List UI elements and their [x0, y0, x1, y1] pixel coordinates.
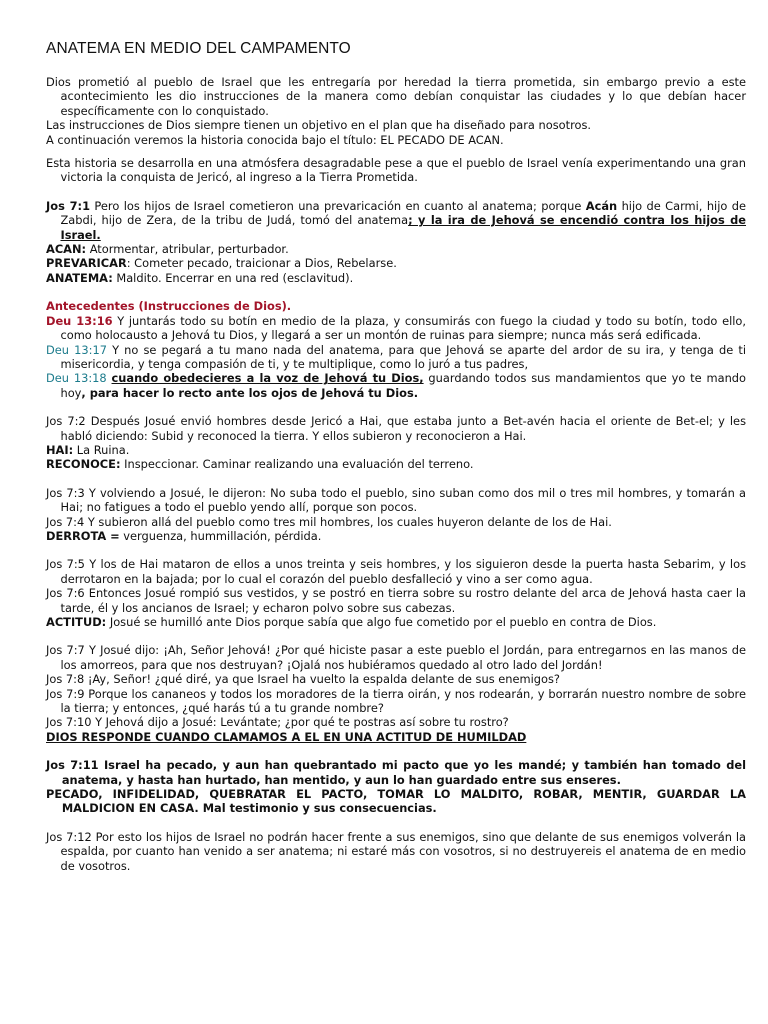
definition-text: : Cometer pecado, traicionar a Dios, Rebelarse. [126, 256, 397, 271]
definition-text: Inspeccionar. Caminar realizando una evaluación del terreno. [120, 457, 474, 472]
definition-anatema [46, 271, 746, 285]
definition-acan [46, 242, 746, 256]
verse-deu-13-16 [46, 314, 746, 343]
verse-name-acan: Acán [585, 198, 618, 213]
verse-emphasis: cuando obedecieres a la voz de Jehová tu Dios, [111, 371, 424, 386]
definition-term: ACAN: [46, 242, 87, 257]
verse-ref: Jos 7:6 [46, 586, 85, 601]
verse-text: Pero los hijos de Israel cometieron una prevaricación en cuanto al anatema; porque [90, 198, 586, 213]
verse-text: Después Josué envió hombres desde Jericó a Hai, que estaba junto a Bet-avén hacia el oriente de Bet-el; y les habló diciendo: Subid y reconoced la tierra. Y ellos subieron y reconocieron a Hai. [60, 414, 746, 443]
verse-ref: Deu 13:16 [46, 313, 113, 328]
verse-jos-7-3 [46, 486, 746, 515]
definition-text: Josué se humilló ante Dios porque sabía que algo fue cometido por el pueblo en contra de Dios. [106, 615, 657, 629]
definition-text: Maldito. Encerrar en una red (esclavitud). [112, 270, 354, 285]
verse-jos-7-7 [46, 643, 746, 672]
verse-ref: Jos 7:5 [46, 557, 85, 572]
verse-jos-7-6 [46, 586, 746, 615]
verse-text: Y no se pegará a tu mano nada del anatema, para que Jehová se aparte del ardor de su ira, y tenga de ti misericordia, y tenga compasión de ti, y te multiplique, como lo juró a tus padres, [60, 342, 746, 371]
verse-jos-7-2 [46, 414, 746, 443]
definition-reconoce [46, 457, 746, 471]
definition-hai [46, 443, 746, 457]
verse-text: Y los de Hai mataron de ellos a unos treinta y seis hombres, y los siguieron desde la puerta hasta Sebarim, y los derrotaron en la bajada; por lo cual el corazón del pueblo desfalleció y vino a ser como agua. [60, 557, 747, 586]
verse-ref: Jos 7:8 [46, 672, 85, 687]
definition-term: DERROTA = [46, 528, 120, 543]
definition-term: ACTITUD: [46, 615, 107, 629]
definition-term: PREVARICAR [46, 256, 127, 271]
intro-paragraph-3: A continuación veremos la historia conocida bajo el título: EL PECADO DE ACAN. [46, 132, 504, 147]
verse-ref: Jos 7:11 [46, 758, 99, 773]
definition-derrota [46, 529, 746, 543]
verse-text: Por esto los hijos de Israel no podrán hacer frente a sus enemigos, sino que delante de sus enemigos volverán la espalda, por cuanto han venido a ser anatema; ni estaré más con vosotros, si no destruyereis el anatema de en medio de vosotros. [60, 829, 746, 873]
verse-jos-7-5 [46, 557, 746, 586]
verse-jos-7-1 [46, 199, 746, 242]
definition-term: HAI: [46, 442, 74, 457]
verse-deu-13-17 [46, 343, 746, 372]
document-title: ANATEMA EN MEDIO DEL CAMPAMENTO [46, 40, 351, 57]
verse-ref: Deu 13:18 [46, 371, 107, 386]
verse-ref: Jos 7:4 [46, 514, 85, 529]
verse-text: Y Jehová dijo a Josué: Levántate; ¿por qué te postras así sobre tu rostro? [91, 715, 509, 730]
verse-ref: Jos 7:12 [46, 829, 92, 844]
verse-emphasis: ; y la ira de Jehová se encendió contra los hijos de Israel. [60, 213, 747, 242]
section-heading-antecedentes: Antecedentes (Instrucciones de Dios). [46, 299, 292, 314]
verse-ref: Deu 13:17 [46, 342, 107, 357]
intro-paragraph-1: Dios prometió al pueblo de Israel que les entregaría por heredad la tierra prometida, sin embargo previo a este acontecimiento les dio instrucciones de la manera como debían conquistar las ciudades y lo que debían hacer específicamente con lo conquistado. [46, 75, 746, 118]
verse-text: Y juntarás todo su botín en medio de la plaza, y consumirás con fuego la ciudad y todo su botín, todo ello, como holocausto a Jehová tu Dios, y llegará a ser un montón de ruinas para siempre; nunca más será edificada. [60, 313, 747, 343]
verse-jos-7-9 [46, 687, 746, 716]
verse-text: guardando todos sus mandamientos que yo te mando hoy [60, 371, 746, 400]
intro-paragraph-2: Las instrucciones de Dios siempre tienen un objetivo en el plan que ha diseñado para nosotros. [46, 118, 592, 133]
verse-text: ¡Ay, Señor! ¿qué diré, ya que Israel ha vuelto la espalda delante de sus enemigos? [84, 672, 560, 687]
verse-jos-7-4 [46, 515, 746, 529]
definition-term: RECONOCE: [46, 457, 121, 472]
verse-ref: Jos 7:3 [46, 485, 85, 500]
definition-prevaricar [46, 256, 746, 270]
verse-jos-7-8 [46, 672, 746, 686]
statement-dios-responde: DIOS RESPONDE CUANDO CLAMAMOS A EL EN UNA ACTITUD DE HUMILDAD [46, 729, 527, 744]
verse-text: Israel ha pecado, y aun han quebrantado mi pacto que yo les mandé; y también han tomado del anatema, y hasta han hurtado, han mentido, y aun lo han guardado entre sus enseres. [61, 758, 746, 787]
verse-text: Y volviendo a Josué, le dijeron: No suba todo el pueblo, sino suban como dos mil o tres mil hombres, y tomarán a Hai; no fatigues a todo el pueblo yendo allí, porque son pocos. [60, 485, 747, 515]
verse-emphasis: , para hacer lo recto ante los ojos de Jehová tu Dios. [81, 385, 419, 400]
verse-ref: Jos 7:7 [46, 643, 85, 658]
verse-text: Y subieron allá del pueblo como tres mil hombres, los cuales huyeron delante de los de Hai. [84, 514, 612, 529]
definition-text: Atormentar, atribular, perturbador. [86, 242, 289, 257]
definition-text: La Ruina. [73, 442, 130, 457]
verse-ref: Jos 7:1 [46, 198, 91, 213]
verse-jos-7-10 [46, 715, 746, 729]
verse-text: Y Josué dijo: ¡Ah, Señor Jehová! ¿Por qué hiciste pasar a este pueblo el Jordán, para entregarnos en las manos de los amorreos, para que nos destruyan? ¡Ojalá nos hubiéramos quedado al otro lado del Jordán! [60, 643, 746, 672]
verse-deu-13-18 [46, 371, 746, 400]
definition-text: verguenza, hummillación, pérdida. [119, 528, 322, 543]
verse-text: Porque los cananeos y todos los moradores de la tierra oirán, y nos rodearán, y borrarán nuestro nombre de sobre la tierra; y entonces, ¿qué harás tú a tu grande nombre? [60, 686, 746, 716]
intro-paragraph-4: Esta historia se desarrolla en una atmósfera desagradable pese a que el pueblo de Israel venía experimentando una gran victoria la conquista de Jericó, al ingreso a la Tierra Prometida. [46, 156, 746, 185]
verse-jos-7-11 [46, 758, 746, 787]
definition-actitud [46, 615, 746, 629]
definition-term: ANATEMA: [46, 270, 113, 285]
verse-text: Entonces Josué rompió sus vestidos, y se postró en tierra sobre su rostro delante del arca de Jehová hasta caer la tarde, él y los ancianos de Israel; y echaron polvo sobre sus cabezas. [60, 586, 746, 615]
verse-text: hijo de Carmi, hijo de Zabdi, hijo de Zera, de la tribu de Judá, tomó del anatema [60, 198, 746, 228]
verse-ref: Jos 7:9 [46, 686, 85, 701]
verse-ref: Jos 7:2 [46, 414, 86, 429]
verse-ref: Jos 7:10 [46, 715, 92, 730]
statement-pecado: PECADO, INFIDELIDAD, QUEBRATAR EL PACTO, TOMAR LO MALDITO, ROBAR, MENTIR, GUARDAR LA MALDICION EN CASA. Mal testimonio y sus consecuencias. [46, 787, 746, 816]
verse-jos-7-12 [46, 830, 746, 873]
